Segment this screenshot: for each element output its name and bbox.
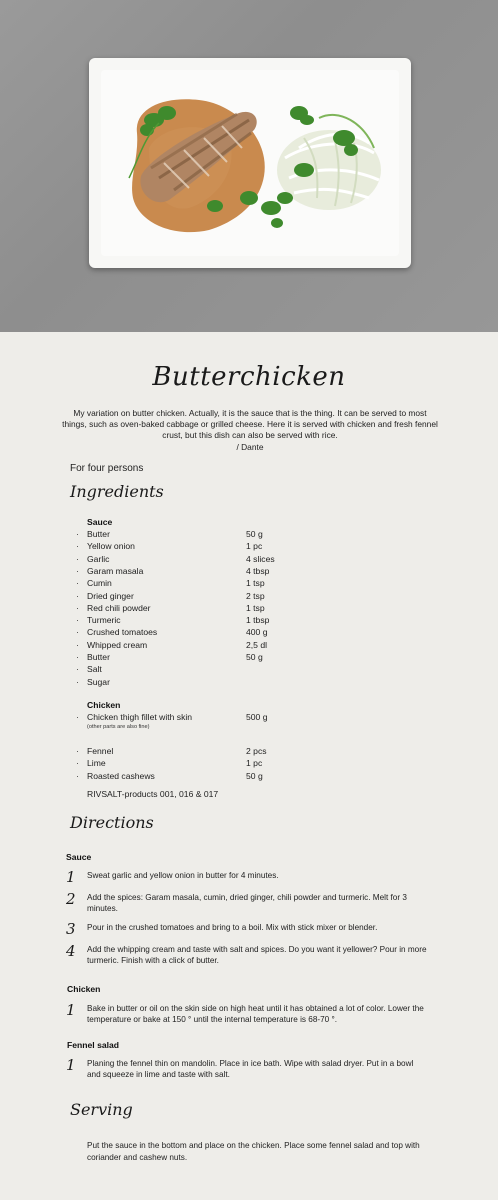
ingredients-sauce-label: Sauce (87, 517, 113, 527)
ingredient-name: Yellow onion (87, 541, 135, 552)
ingredient-name: Chicken thigh fillet with skin (87, 712, 193, 722)
ingredient-amount: 1 tsp (246, 578, 265, 589)
bullet-icon: · (76, 676, 79, 687)
ingredient-name: Butter (87, 652, 110, 662)
servings-count: For four persons (70, 463, 144, 474)
step-number: 1 (66, 1001, 76, 1019)
bullet-icon: · (76, 529, 79, 539)
directions-fennel-label: Fennel salad (67, 1040, 120, 1050)
ingredient-name: Lime (87, 758, 106, 769)
ingredient-row (76, 677, 376, 689)
food-photo (0, 0, 498, 332)
ingredient-row (76, 554, 376, 566)
directions-chicken-label: Chicken (67, 984, 101, 994)
ingredient-amount: 1 pc (246, 541, 263, 552)
ingredients-chicken-label: Chicken (87, 700, 121, 710)
bullet-icon: · (76, 770, 79, 781)
ingredient-row (76, 640, 376, 652)
step-text: Add the whipping cream and taste with salt and spices. Do you want it yellower? Pour in more turmeric. Finish with a click of butter. (87, 945, 427, 965)
ingredient-name: Whipped cream (87, 639, 148, 650)
ingredient-amount: 50 g (246, 529, 263, 539)
recipe-intro (60, 408, 440, 453)
ingredient-name: Crushed tomatoes (87, 627, 158, 638)
ingredient-amount: 1 pc (246, 758, 263, 769)
bullet-icon: · (76, 652, 79, 662)
ingredient-name: Roasted cashews (87, 770, 155, 781)
rivsalt-products: RIVSALT-products 001, 016 & 017 (87, 789, 219, 799)
ingredient-row (76, 712, 376, 724)
ingredient-amount: 1 tbsp (246, 615, 270, 626)
bullet-icon: · (76, 758, 79, 769)
ingredient-row (76, 664, 376, 676)
bullet-icon: · (76, 553, 79, 564)
ingredient-row (76, 529, 376, 541)
step-text: Sweat garlic and yellow onion in butter for 4 minutes. (87, 871, 279, 880)
bullet-icon: · (76, 664, 79, 675)
ingredient-name: Cumin (87, 578, 112, 589)
step-number: 3 (66, 920, 76, 938)
intro-text: My variation on butter chicken. Actually, it is the sauce that is the thing. It can be served to most things, such as oven-baked cabbage or grilled cheese. Here it is served with chicken and fresh fennel crust, but this dish can also be served with rice. (62, 408, 438, 441)
ingredient-amount: 2,5 dl (246, 639, 268, 650)
dish-illustration (89, 58, 411, 268)
ingredient-amount: 400 g (246, 627, 268, 638)
ingredient-name: Dried ginger (87, 590, 134, 601)
ingredient-name: Garlic (87, 553, 110, 564)
ingredient-amount: 2 tsp (246, 590, 265, 601)
step-text: Bake in butter or oil on the skin side on high heat until it has obtained a lot of color. Lower the temperature or bake at 150 ° until the internal temperature is 68-70 °. (87, 1004, 424, 1024)
bullet-icon: · (76, 746, 79, 756)
bullet-icon: · (76, 541, 79, 552)
ingredient-amount: 2 pcs (246, 746, 267, 756)
bullet-icon: · (76, 578, 79, 589)
ingredient-amount: 4 tbsp (246, 565, 270, 576)
ingredient-row (76, 566, 376, 578)
ingredient-name: Turmeric (87, 615, 121, 626)
ingredient-amount: 500 g (246, 712, 268, 722)
bullet-icon: · (76, 602, 79, 613)
intro-signature: / Dante (236, 441, 264, 452)
bullet-icon: · (76, 590, 79, 601)
ingredients-heading: Ingredients (70, 482, 164, 501)
ingredient-row (76, 603, 376, 615)
step-number: 4 (66, 942, 76, 960)
ingredient-row (76, 758, 376, 770)
bullet-icon: · (76, 712, 79, 722)
bullet-icon: · (76, 627, 79, 638)
ingredient-name: Butter (87, 529, 110, 539)
recipe-title: Butterchicken (152, 362, 346, 392)
ingredient-name: Fennel (87, 746, 114, 756)
ingredient-row (76, 746, 376, 758)
serving-heading: Serving (70, 1100, 133, 1119)
step-text: Add the spices: Garam masala, cumin, dried ginger, chili powder and turmeric. Melt for 3 minutes. (87, 893, 407, 913)
ingredient-amount: 50 g (246, 770, 263, 781)
plate (89, 58, 411, 268)
ingredient-row (76, 652, 376, 664)
ingredient-row (76, 627, 376, 639)
ingredient-row (76, 541, 376, 553)
step-number: 1 (66, 868, 76, 886)
step-text: Planing the fennel thin on mandolin. Place in ice bath. Wipe with salad dryer. Put in a bowl and squeeze in lime and taste with salt. (87, 1059, 414, 1079)
directions-sauce-label: Sauce (66, 852, 92, 862)
step-number: 2 (66, 890, 76, 908)
step-text: Pour in the crushed tomatoes and bring to a boil. Mix with stick mixer or blender. (87, 923, 378, 932)
ingredient-row (76, 615, 376, 627)
bullet-icon: · (76, 639, 79, 650)
ingredient-row (76, 771, 376, 783)
ingredient-amount: 4 slices (246, 553, 275, 564)
ingredient-row (76, 578, 376, 590)
directions-heading: Directions (70, 813, 154, 832)
ingredient-name: Sugar (87, 676, 110, 687)
ingredient-name: Garam masala (87, 565, 144, 576)
step-number: 1 (66, 1056, 76, 1074)
ingredient-name: Red chili powder (87, 602, 151, 613)
bullet-icon: · (76, 615, 79, 626)
bullet-icon: · (76, 565, 79, 576)
ingredient-row (76, 591, 376, 603)
ingredient-name: Salt (87, 664, 102, 675)
chicken-note: (other parts are also fine) (87, 724, 150, 730)
ingredient-amount: 1 tsp (246, 602, 265, 613)
ingredient-amount: 50 g (246, 652, 263, 662)
serving-text: Put the sauce in the bottom and place on the chicken. Place some fennel salad and top with coriander and cashew nuts. (87, 1141, 420, 1162)
recipe-card (0, 332, 498, 1200)
